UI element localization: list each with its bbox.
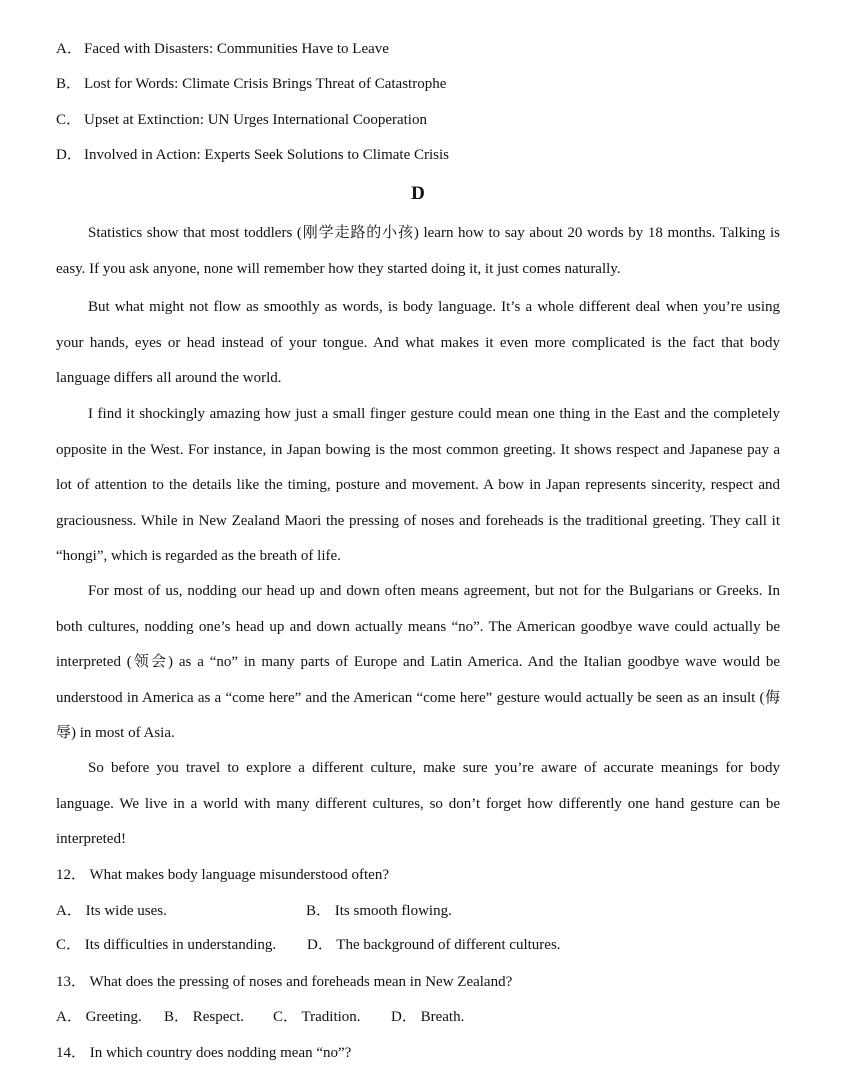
question-13-option-a: A． Greeting. [56, 1009, 142, 1025]
question-13-option-b: B． Respect. [164, 1009, 244, 1025]
question-12-option-c: C． Its difficulties in understanding. [56, 937, 277, 953]
question-12-option-d: D． The background of different cultures. [307, 937, 561, 953]
option-a [56, 37, 389, 58]
question-12-stem: 12． What makes body language misunderstood often? [56, 867, 389, 883]
option-label: D． [56, 147, 82, 163]
paragraph-text: For most of us, nodding our head up and down often means agreement, but not for the Bulgarians or Greeks. In both cultures, nodding one’s head up and down actually means “no”. The American goodbye wave could actually be interpreted (领会) as a “no” in many parts of Europe and Latin America. And the Italian goodbye wave would be understood in America as a “come here” and the American “come here” gesture would actually be seen as an insult (侮辱) in most of Asia. [56, 583, 780, 741]
paragraph-text: But what might not flow as smoothly as words, is body language. It’s a whole different deal when you’re using your hands, eyes or head instead of your tongue. And what makes it even more complicated is the fact that body language differs all around the world. [56, 299, 780, 386]
option-text: Involved in Action: Experts Seek Solutions to Climate Crisis [84, 147, 449, 163]
option-text: Upset at Extinction: UN Urges International Cooperation [84, 112, 427, 128]
option-d [56, 143, 449, 164]
paragraph-5 [56, 751, 780, 858]
question-13-stem: 13． What does the pressing of noses and foreheads mean in New Zealand? [56, 974, 513, 990]
section-title: D [411, 183, 425, 204]
paragraph-1 [56, 216, 780, 287]
paragraph-text: Statistics show that most toddlers (刚学走路的小孩) learn how to say about 20 words by 18 months. Talking is easy. If you ask anyone, none will remember how they started doing it, it just comes naturally. [56, 225, 780, 277]
paragraph-3 [56, 397, 780, 575]
question-13-option-d: D． Breath. [391, 1009, 465, 1025]
option-text: Faced with Disasters: Communities Have to Leave [84, 41, 389, 57]
paragraph-2 [56, 290, 780, 397]
question-13-option-c: C． Tradition. [273, 1009, 361, 1025]
question-12-option-b: B． Its smooth flowing. [306, 903, 452, 919]
option-label: C． [56, 112, 82, 128]
paragraph-text: So before you travel to explore a different culture, make sure you’re aware of accurate meanings for body language. We live in a world with many different cultures, so don’t forget how differently one hand gesture can be interpreted! [56, 760, 780, 847]
option-label: A． [56, 41, 82, 57]
paragraph-4 [56, 574, 780, 752]
option-b [56, 72, 446, 93]
option-text: Lost for Words: Climate Crisis Brings Threat of Catastrophe [84, 76, 447, 92]
question-14-stem: 14． In which country does nodding mean “no”? [56, 1045, 352, 1061]
question-12-option-a: A． Its wide uses. [56, 903, 167, 919]
paragraph-text: I find it shockingly amazing how just a small finger gesture could mean one thing in the East and the completely opposite in the West. For instance, in Japan bowing is the most common greeting. It shows respect and Japanese pay a lot of attention to the details like the timing, posture and movement. A bow in Japan represents sincerity, respect and graciousness. While in New Zealand Maori the pressing of noses and foreheads is the traditional greeting. They call it “hongi”, which is regarded as the breath of life. [56, 406, 780, 564]
option-label: B． [56, 76, 82, 92]
option-c [56, 108, 427, 129]
